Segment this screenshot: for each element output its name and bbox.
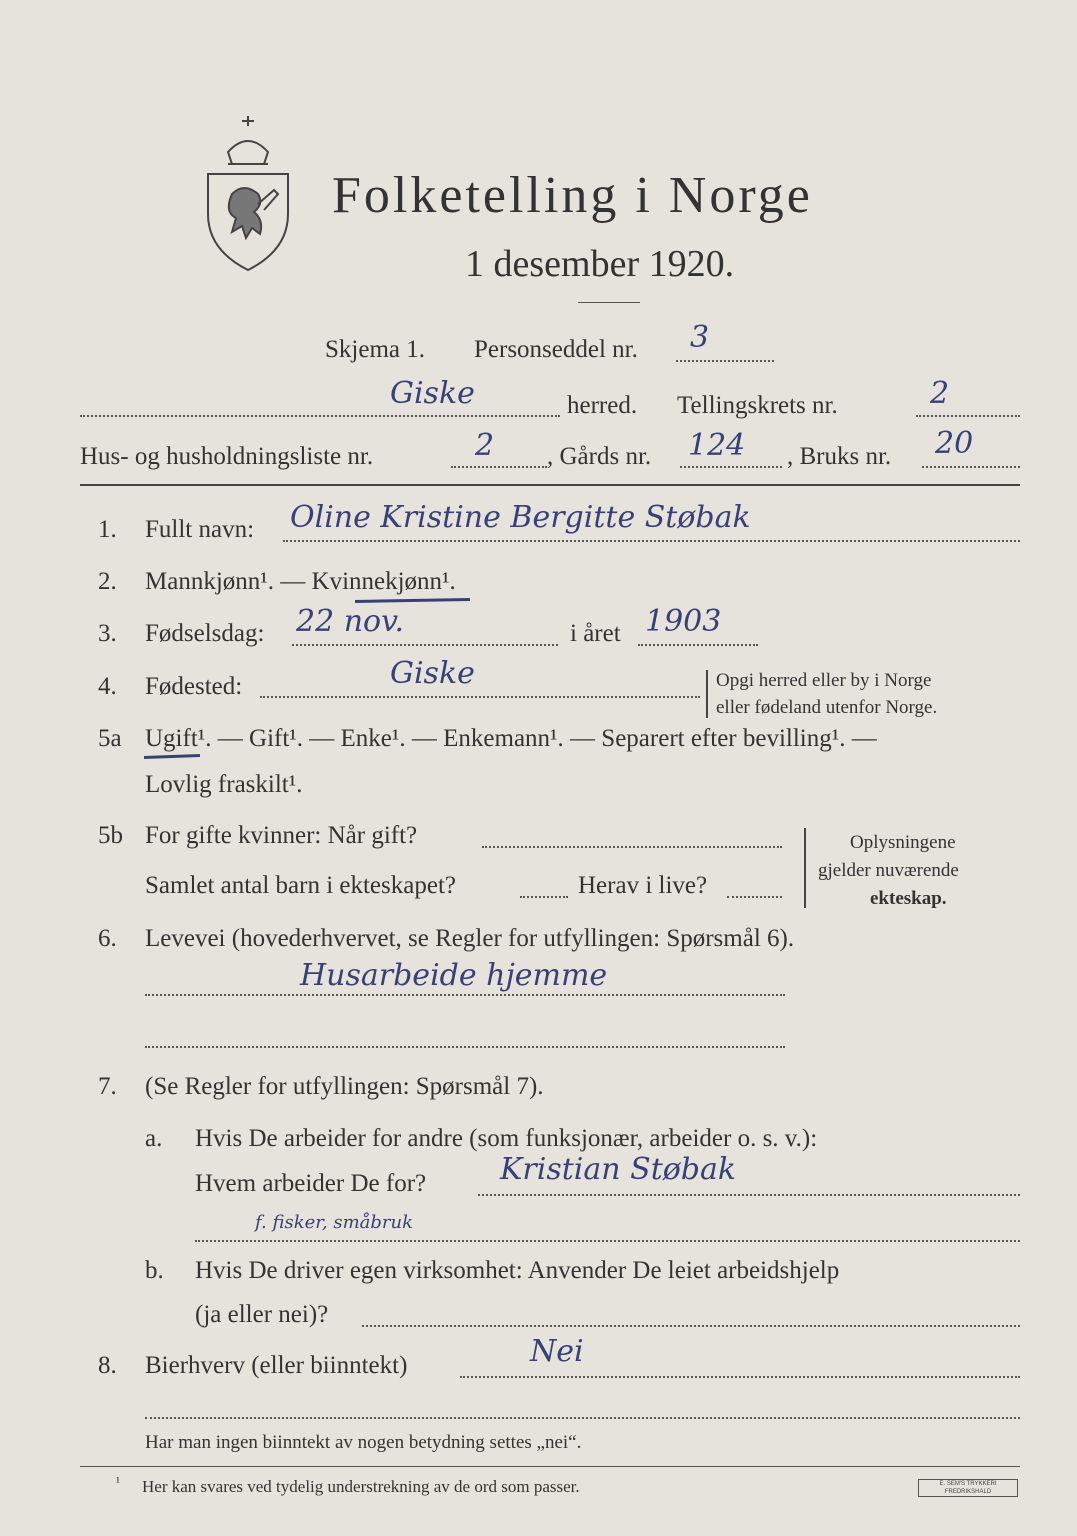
- skjema-label: Skjema 1.: [325, 336, 425, 363]
- bruks-value[interactable]: 20: [935, 426, 974, 461]
- q1-line: [283, 540, 1020, 542]
- q3-number: 3.: [98, 620, 117, 647]
- q7-label: (Se Regler for utfyllingen: Spørsmål 7).: [145, 1073, 544, 1100]
- gender-underline: [355, 598, 470, 603]
- occupation-value[interactable]: Husarbeide hjemme: [300, 958, 608, 993]
- full-name-value[interactable]: Oline Kristine Bergitte Støbak: [290, 500, 751, 535]
- herred-label: herred.: [567, 392, 638, 419]
- alive-line: [727, 896, 782, 898]
- q8-number: 8.: [98, 1352, 117, 1379]
- employer-line-2: [195, 1240, 1020, 1242]
- birthplace-note-2: eller fødeland utenfor Norge.: [716, 697, 938, 718]
- birthplace-value[interactable]: Giske: [390, 656, 475, 691]
- q7b-letter: b.: [145, 1257, 164, 1284]
- q5a-number: 5a: [98, 725, 122, 752]
- year-value[interactable]: 1903: [645, 604, 722, 639]
- census-date: 1 desember 1920.: [465, 243, 735, 285]
- q5b-number: 5b: [98, 822, 123, 849]
- year-label: i året: [570, 620, 621, 647]
- children-line: [520, 896, 568, 898]
- alive-label: Herav i live?: [578, 872, 708, 899]
- gender-options: Mannkjønn¹. — Kvinnekjønn¹.: [145, 568, 456, 595]
- marriage-note-3: ekteskap.: [870, 888, 947, 909]
- marital-underline: [144, 754, 200, 759]
- tellingskrets-value[interactable]: 2: [930, 376, 950, 411]
- q1-number: 1.: [98, 516, 117, 543]
- side-income-label: Bierhverv (eller biinntekt): [145, 1352, 408, 1379]
- q7a-letter: a.: [145, 1125, 163, 1152]
- personseddel-value[interactable]: 3: [690, 320, 710, 355]
- occupation-label: Levevei (hovederhvervet, se Regler for utfyllingen: Spørsmål 6).: [145, 925, 795, 952]
- q4-label: Fødested:: [145, 673, 243, 700]
- q6-number: 6.: [98, 925, 117, 952]
- q7b-line1: Hvis De driver egen virksomhet: Anvender De leiet arbeidshjelp: [195, 1257, 840, 1284]
- personseddel-line: [676, 360, 774, 362]
- gards-line: [680, 466, 782, 468]
- printer-stamp: E. SEM'S TRYKKERI FREDRIKSHALD: [918, 1479, 1018, 1497]
- birthday-line: [292, 644, 558, 646]
- side-income-line: [460, 1376, 1020, 1378]
- year-line: [638, 644, 758, 646]
- tellingskrets-line: [916, 415, 1020, 417]
- footnote: Her kan svares ved tydelig understrekning av de ord som passer.: [142, 1477, 580, 1496]
- q4-number: 4.: [98, 673, 117, 700]
- coat-of-arms-icon: [196, 112, 300, 274]
- side-income-line-2: [145, 1417, 1020, 1419]
- married-when-label: For gifte kvinner: Når gift?: [145, 822, 418, 849]
- birthplace-line: [260, 696, 700, 698]
- q1-label: Fullt navn:: [145, 516, 255, 543]
- personseddel-label: Personseddel nr.: [474, 336, 638, 363]
- herred-value[interactable]: Giske: [390, 376, 475, 411]
- hired-help-line: [362, 1325, 1020, 1327]
- footer-rule: [80, 1466, 1020, 1467]
- birthday-value[interactable]: 22 nov.: [296, 604, 405, 639]
- nei-note: Har man ingen biinntekt av nogen betydning settes „nei“.: [145, 1432, 582, 1453]
- married-when-line: [482, 846, 782, 848]
- footnote-marker: ¹: [116, 1474, 120, 1489]
- divider: [578, 302, 640, 303]
- q7a-line1: Hvis De arbeider for andre (som funksjonær, arbeider o. s. v.):: [195, 1125, 818, 1152]
- q3-label: Fødselsdag:: [145, 620, 265, 647]
- occupation-line-1: [145, 994, 785, 996]
- hus-line: [451, 466, 547, 468]
- side-income-value[interactable]: Nei: [530, 1334, 584, 1369]
- employer-detail-value[interactable]: f. fisker, småbruk: [255, 1212, 414, 1233]
- marriage-note-2: gjelder nuværende: [818, 860, 959, 881]
- marital-options: Ugift¹. — Gift¹. — Enke¹. — Enkemann¹. — Separert efter bevilling¹. —: [145, 725, 877, 752]
- herred-line: [80, 415, 560, 417]
- tellingskrets-label: Tellingskrets nr.: [677, 392, 838, 419]
- hus-value[interactable]: 2: [475, 428, 495, 463]
- gards-label: , Gårds nr.: [547, 443, 652, 470]
- hus-label: Hus- og husholdningsliste nr.: [80, 443, 374, 470]
- marital-options-2: Lovlig fraskilt¹.: [145, 771, 303, 798]
- q2-number: 2.: [98, 568, 117, 595]
- header-rule: [80, 484, 1020, 486]
- q7-number: 7.: [98, 1073, 117, 1100]
- q7b-line2: (ja eller nei)?: [195, 1301, 329, 1328]
- bruks-line: [922, 466, 1020, 468]
- occupation-line-2: [145, 1046, 785, 1048]
- children-label: Samlet antal barn i ekteskapet?: [145, 872, 456, 899]
- bruks-label: , Bruks nr.: [787, 443, 892, 470]
- marriage-note-1: Oplysningene: [850, 832, 956, 853]
- gards-value[interactable]: 124: [688, 428, 746, 463]
- employer-line: [478, 1194, 1020, 1196]
- birthplace-note-1: Opgi herred eller by i Norge: [716, 670, 932, 691]
- form-title: Folketelling i Norge: [332, 167, 813, 224]
- employer-value[interactable]: Kristian Støbak: [500, 1152, 737, 1187]
- q7a-line2: Hvem arbeider De for?: [195, 1170, 427, 1197]
- brace: [706, 670, 708, 718]
- brace: [804, 828, 806, 908]
